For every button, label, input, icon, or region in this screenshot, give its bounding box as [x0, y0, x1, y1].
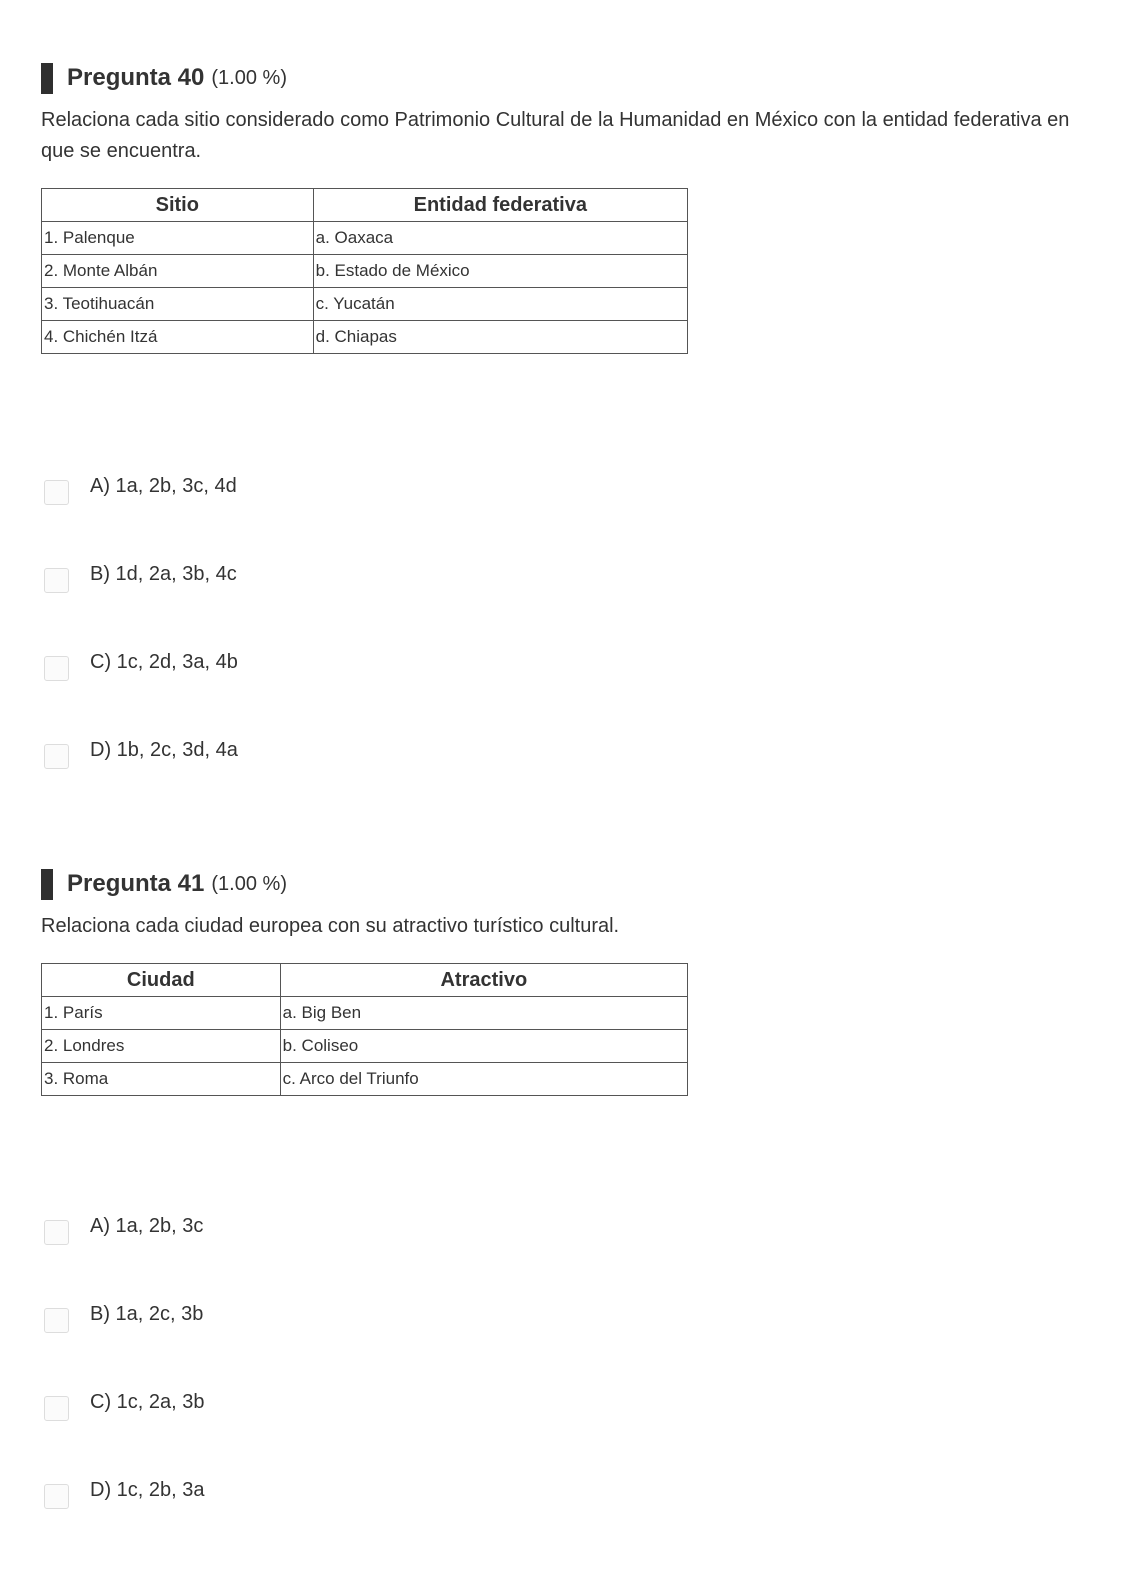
question-text: Relaciona cada sitio considerado como Patrimonio Cultural de la Humanidad en México con la entidad federativa en que se encuentra.: [41, 109, 1070, 162]
table-header-row: [42, 189, 688, 222]
checkbox[interactable]: [44, 1220, 69, 1245]
table-row: [42, 222, 688, 255]
question-41: [41, 867, 1101, 1501]
table-cell: 4. Chichén Itzá: [42, 321, 314, 354]
checkbox[interactable]: [44, 1308, 69, 1333]
answer-option-label: C) 1c, 2d, 3a, 4b: [90, 650, 238, 673]
checkbox[interactable]: [44, 1484, 69, 1509]
answer-option-label: A) 1a, 2b, 3c: [90, 1214, 204, 1237]
question-title: Pregunta 41: [67, 870, 205, 897]
table-cell: 3. Teotihuacán: [42, 288, 314, 321]
table-row: [42, 288, 688, 321]
table-cell: c. Yucatán: [313, 288, 687, 321]
table-cell: 1. París: [42, 997, 281, 1030]
question-weight: (1.00 %): [211, 66, 287, 89]
table-header-row: [42, 964, 688, 997]
answer-option-label: B) 1d, 2a, 3b, 4c: [90, 562, 237, 585]
answer-option-label: C) 1c, 2a, 3b: [90, 1390, 205, 1413]
matching-table: [41, 963, 688, 1096]
answer-option-label: A) 1a, 2b, 3c, 4d: [90, 474, 237, 497]
table-header-cell: Sitio: [42, 189, 314, 222]
question-marker-bar: [41, 869, 53, 900]
table-cell: a. Oaxaca: [313, 222, 687, 255]
answer-option-b[interactable]: [44, 1300, 203, 1328]
answer-option-c[interactable]: [44, 1388, 205, 1416]
table-cell: 3. Roma: [42, 1063, 281, 1096]
table-cell: b. Estado de México: [313, 255, 687, 288]
table-cell: 2. Londres: [42, 1030, 281, 1063]
table-cell: a. Big Ben: [280, 997, 687, 1030]
question-text: Relaciona cada ciudad europea con su atractivo turístico cultural.: [41, 915, 620, 937]
table-row: [42, 1063, 688, 1096]
matching-table: [41, 188, 688, 354]
table-cell: d. Chiapas: [313, 321, 687, 354]
table-row: [42, 1030, 688, 1063]
table-header-cell: Entidad federativa: [313, 189, 687, 222]
question-title: Pregunta 40: [67, 64, 205, 91]
table-header-cell: Ciudad: [42, 964, 281, 997]
table-row: [42, 997, 688, 1030]
answer-option-label: D) 1c, 2b, 3a: [90, 1478, 205, 1501]
question-40: [41, 61, 1101, 761]
question-header: [41, 61, 1101, 95]
checkbox[interactable]: [44, 656, 69, 681]
table-row: [42, 255, 688, 288]
table-row: [42, 321, 688, 354]
question-weight: (1.00 %): [211, 872, 287, 895]
answer-option-b[interactable]: [44, 560, 237, 588]
table-header-cell: Atractivo: [280, 964, 687, 997]
table-cell: 1. Palenque: [42, 222, 314, 255]
answer-option-label: B) 1a, 2c, 3b: [90, 1302, 204, 1325]
table-cell: c. Arco del Triunfo: [280, 1063, 687, 1096]
answer-option-a[interactable]: [44, 472, 237, 500]
checkbox[interactable]: [44, 568, 69, 593]
table-cell: 2. Monte Albán: [42, 255, 314, 288]
table-cell: b. Coliseo: [280, 1030, 687, 1063]
question-marker-bar: [41, 63, 53, 94]
checkbox[interactable]: [44, 1396, 69, 1421]
answer-option-a[interactable]: [44, 1212, 203, 1240]
answer-option-d[interactable]: [44, 1476, 205, 1504]
answer-option-c[interactable]: [44, 648, 238, 676]
checkbox[interactable]: [44, 744, 69, 769]
answer-option-d[interactable]: [44, 736, 238, 764]
checkbox[interactable]: [44, 480, 69, 505]
answer-option-label: D) 1b, 2c, 3d, 4a: [90, 738, 238, 761]
question-header: [41, 867, 1101, 901]
